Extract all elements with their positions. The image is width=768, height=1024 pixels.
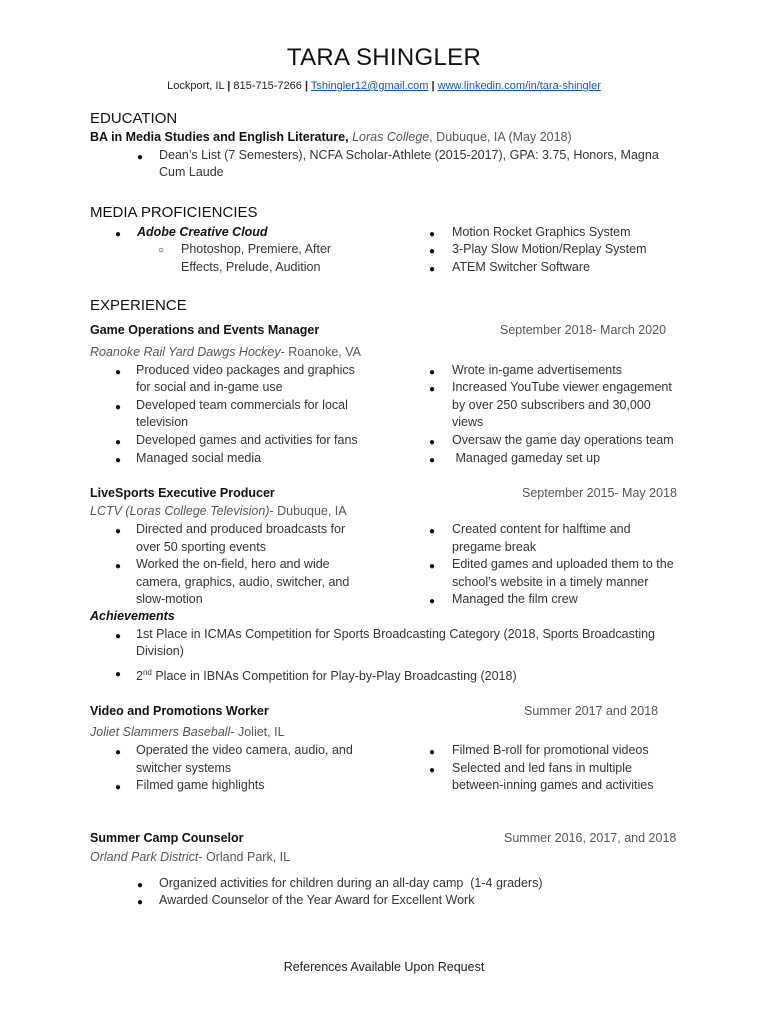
duty-line: Oversaw the game day operations team [452,433,674,447]
duty-line: by over 250 subscribers and 30,000 [452,398,651,412]
education-degree-line [90,130,572,144]
bullet-icon: ● [115,229,122,240]
job-title: Summer Camp Counselor [90,831,244,845]
bullet-icon: ● [429,526,436,537]
bullet-icon: ● [429,561,436,572]
separator: | [227,80,231,92]
bullet-icon: ● [429,384,436,395]
duty-line: views [452,415,484,429]
contact-line [0,80,768,92]
job-org-line [90,503,347,521]
email-link[interactable]: Tshingler12@gmail.com [310,80,429,92]
job-title: Video and Promotions Worker [90,704,269,718]
achievement-line [136,664,517,686]
ordinal-number: 2 [136,669,143,684]
bullet-icon: ● [429,264,436,275]
job-org: Roanoke Rail Yard Dawgs Hockey [90,345,281,359]
duty-line: Filmed game highlights [136,778,265,792]
job-dates: September 2015- May 2018 [522,486,677,500]
bullet-icon: ● [115,526,122,537]
media-item: Motion Rocket Graphics System [452,225,631,239]
duty-line: Managed gameday set up [452,451,601,465]
bullet-icon: ● [115,455,122,466]
duty-line: pregame break [452,540,537,554]
adobe-apps-line1: Photoshop, Premiere, After [181,242,332,256]
job-org-line [90,849,290,867]
duty-line: Operated the video camera, audio, and [136,743,353,757]
adobe-apps-line2: Effects, Prelude, Audition [181,260,321,274]
references-note: References Available Upon Request [283,960,485,974]
bullet-icon: ● [137,152,144,163]
duty-line: between-inning games and activities [452,778,654,792]
duty-line: Produced video packages and graphics [136,363,355,377]
degree: BA in Media Studies and English Literature, [90,130,349,144]
duty-line: switcher systems [136,761,232,775]
job-dates: Summer 2016, 2017, and 2018 [504,831,677,845]
achievement-line: 1st Place in ICMAs Competition for Sports Broadcasting Category (2018, Sports Broadcasting [136,627,656,641]
job-location: - Joliet, IL [230,725,285,739]
bullet-icon: ● [115,561,122,572]
location: Lockport, IL [167,80,225,92]
education-honors-line2: Cum Laude [159,165,224,179]
job-title: LiveSports Executive Producer [90,486,275,500]
duty-line: slow-motion [136,592,203,606]
bullet-icon: ● [115,782,122,793]
phone: 815-715-7266 [233,80,302,92]
job-location: - Orland Park, IL [198,850,291,864]
duty-line: for social and in-game use [136,380,283,394]
ordinal-suffix: nd [142,668,152,677]
duty-line: school’s website in a timely manner [452,575,649,589]
bullet-icon: ● [115,631,122,642]
duty-line: Filmed B-roll for promotional videos [452,743,649,757]
bullet-icon: ● [115,367,122,378]
school: Loras College [352,130,430,144]
duty-line: Developed games and activities for fans [136,433,358,447]
duty-line: camera, graphics, audio, switcher, and [136,575,350,589]
duty-line: Worked the on-field, hero and wide [136,557,330,571]
bullet-icon: ● [429,229,436,240]
duty-line: Awarded Counselor of the Year Award for Excellent Work [159,893,475,907]
achievement-text: Place in IBNAs Competition for Play-by-Play Broadcasting (2018) [151,669,517,684]
resume-name: TARA SHINGLER [286,44,482,71]
bullet-icon: ● [115,402,122,413]
job-org-line [90,724,285,742]
linkedin-link[interactable]: www.linkedin.com/in/tara-shingler [437,80,601,92]
duty-line: Directed and produced broadcasts for [136,522,346,536]
duty-line: Developed team commercials for local [136,398,348,412]
duty-line: Organized activities for children during an all-day camp (1-4 graders) [159,876,543,890]
bullet-icon: ● [137,897,144,908]
achievements-heading: Achievements [90,609,175,623]
job-dates: September 2018- March 2020 [500,323,667,337]
duty-line: Wrote in-game advertisements [452,363,622,377]
duty-line: Edited games and uploaded them to the [452,557,674,571]
media-heading: MEDIA PROFICIENCIES [90,204,258,221]
bullet-icon: ● [429,765,436,776]
achievement-line: Division) [136,644,184,658]
education-heading: EDUCATION [90,110,178,127]
duty-line: Increased YouTube viewer engagement [452,380,672,394]
school-place-date: , Dubuque, IA (May 2018) [429,130,572,144]
job-dates: Summer 2017 and 2018 [524,704,659,718]
duty-line: Created content for halftime and [452,522,631,536]
bullet-icon: ● [429,455,436,466]
separator: | [304,80,309,92]
job-location: - Roanoke, VA [280,345,361,359]
job-location: - Dubuque, IA [269,504,347,518]
duty-line: Selected and led fans in multiple [452,761,632,775]
media-item: ATEM Switcher Software [452,260,591,274]
duty-line: over 50 sporting events [136,540,266,554]
job-org: Orland Park District [90,850,199,864]
duty-line: Managed the film crew [452,592,578,606]
hollow-bullet-icon: ○ [158,245,165,256]
job-org: LCTV (Loras College Television) [90,504,270,518]
duty-line: Managed social media [136,451,262,465]
bullet-icon: ● [429,367,436,378]
bullet-icon: ● [429,596,436,607]
bullet-icon: ● [429,437,436,448]
adobe-creative-cloud: Adobe Creative Cloud [137,225,268,239]
bullet-icon: ● [429,246,436,257]
bullet-icon: ● [115,747,122,758]
experience-heading: EXPERIENCE [90,297,187,314]
bullet-icon: ● [115,437,122,448]
bullet-icon: ● [137,880,144,891]
job-title: Game Operations and Events Manager [90,323,320,337]
duty-line: television [136,415,189,429]
separator: | [431,80,435,92]
education-honors-line1: Dean’s List (7 Semesters), NCFA Scholar-Athlete (2015-2017), GPA: 3.75, Honors, Magna [159,148,659,162]
job-org-line [90,344,361,362]
bullet-icon: ● [115,669,122,680]
job-org: Joliet Slammers Baseball [90,725,231,739]
bullet-icon: ● [429,747,436,758]
media-item: 3-Play Slow Motion/Replay System [452,242,647,256]
